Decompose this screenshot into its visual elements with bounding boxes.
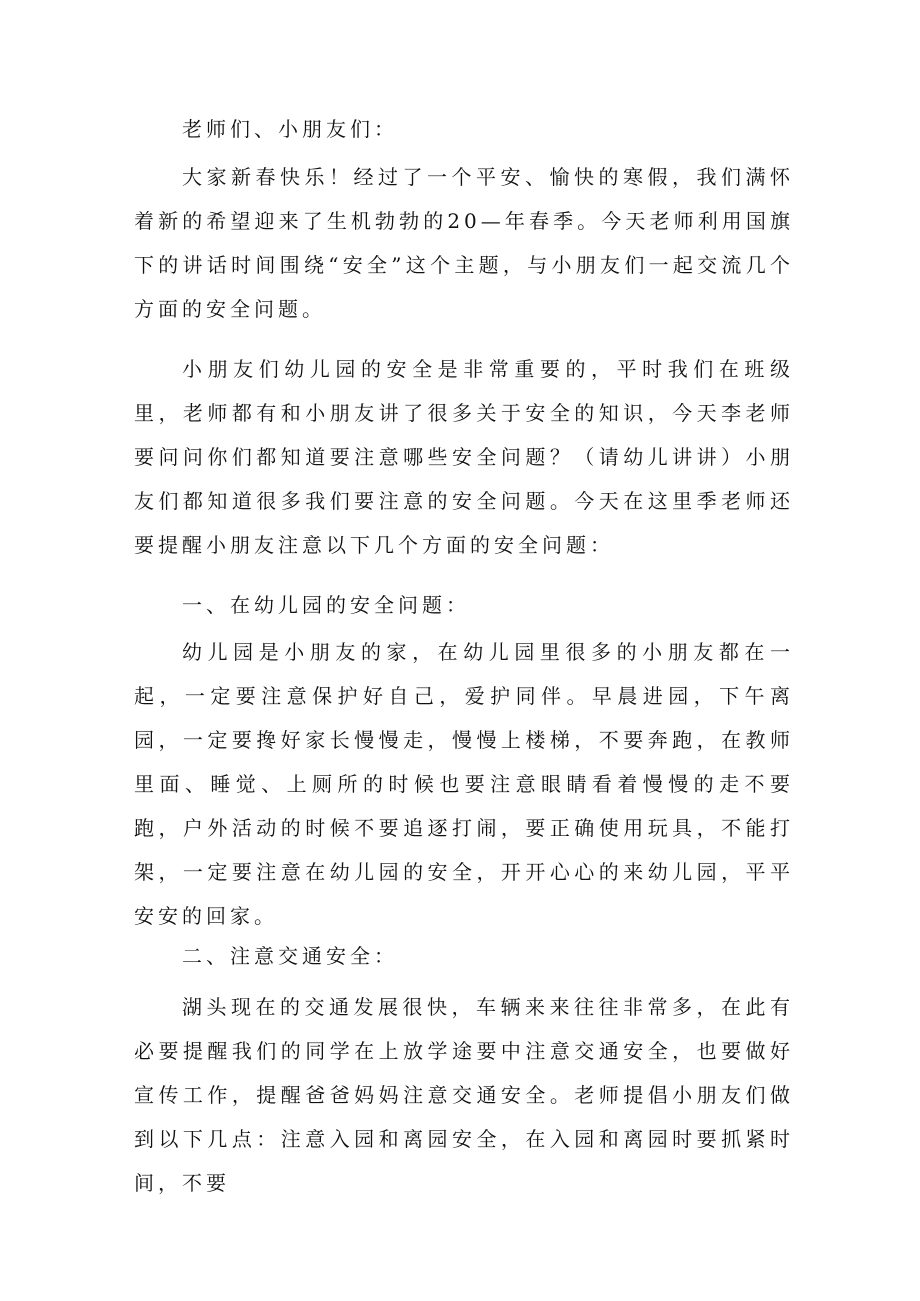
section-heading-traffic-safety: 二、注意交通安全： bbox=[182, 944, 398, 968]
section-heading-kindergarten-safety: 一、在幼儿园的安全问题： bbox=[182, 593, 470, 617]
paragraph-kindergarten-safety: 幼儿园是小朋友的家，在幼儿园里很多的小朋友都在一起，一定要注意保护好自己，爱护同伴。早晨进园，下午离园，一定要搀好家长慢慢走，慢慢上楼梯，不要奔跑，在教师里面、睡觉、上厕所的时候也要注意眼睛看着慢慢的走不要跑，户外活动的时候不要追逐打闹，要正确使用玩具，不能打架，一定要注意在幼儿园的安全，开开心心的来幼儿园，平平安安的回家。 bbox=[134, 640, 794, 928]
salutation: 老师们、小朋友们： bbox=[182, 117, 398, 141]
paragraph-intro-safety: 小朋友们幼儿园的安全是非常重要的，平时我们在班级里，老师都有和小朋友讲了很多关于安全的知识，今天李老师要问问你们都知道要注意哪些安全问题？（请幼儿讲讲）小朋友们都知道很多我们要注意的安全问题。今天在这里季老师还要提醒小朋友注意以下几个方面的安全问题： bbox=[134, 357, 794, 557]
paragraph-traffic-safety: 湖头现在的交通发展很快，车辆来来往往非常多，在此有必要提醒我们的同学在上放学途要中注意交通安全，也要做好宣传工作，提醒爸爸妈妈注意交通安全。老师提倡小朋友们做到以下几点：注意入园和离园安全，在入园和离园时要抓紧时间，不要 bbox=[134, 995, 794, 1195]
paragraph-greeting: 大家新春快乐！经过了一个平安、愉快的寒假，我们满怀着新的希望迎来了生机勃勃的20—年春季。今天老师利用国旗下的讲话时间围绕“安全”这个主题，与小朋友们一起交流几个方面的安全问题。 bbox=[134, 165, 794, 321]
